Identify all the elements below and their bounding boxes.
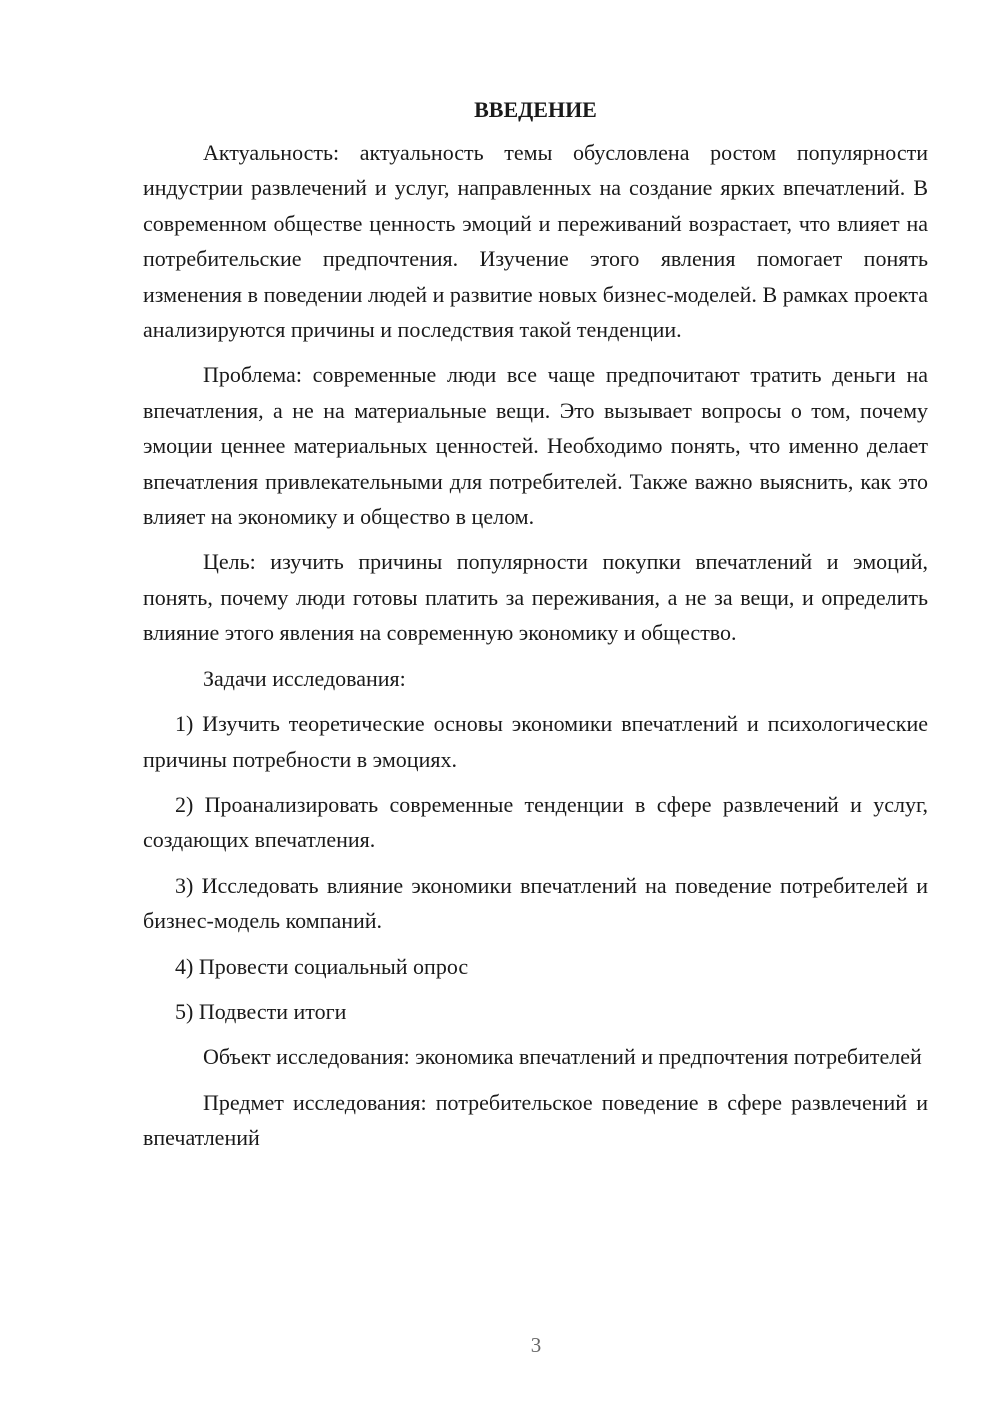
document-page bbox=[143, 95, 928, 1166]
task-item: 2) Проанализировать современные тенденции в сфере развлечений и услуг, создающих впечатления. bbox=[143, 791, 928, 853]
task-item: 1) Изучить теоретические основы экономики впечатлений и психологические причины потребности в эмоциях. bbox=[143, 711, 928, 772]
goal-paragraph: Цель: изучить причины популярности покупки впечатлений и эмоций, понять, почему люди готовы платить за переживания, а не за вещи, и определить влияние этого явления на современную экономику и общество. bbox=[143, 549, 928, 646]
problem-paragraph: Проблема: современные люди все чаще предпочитают тратить деньги на впечатления, а не на материальные вещи. Это вызывает вопросы о том, почему эмоции ценнее материальных ценностей. Необходимо понять, что именно делает впечатления привлекательными для потребителей. Также важно выяснить, как это влияет на экономику и общество в целом. bbox=[143, 362, 928, 530]
task-item: 4) Провести социальный опрос bbox=[175, 953, 469, 979]
tasks-intro: Задачи исследования: bbox=[203, 665, 406, 691]
page-number: 3 bbox=[530, 1333, 542, 1357]
relevance-paragraph: Актуальность: актуальность темы обусловлена ростом популярности индустрии развлечений и услуг, направленных на создание ярких впечатлений. В современном обществе ценность эмоций и переживаний возрастает, что влияет на потребительские предпочтения. Изучение этого явления помогает понять изменения в поведении людей и развитие новых бизнес-моделей. В рамках проекта анализируются причины и последствия такой тенденции. bbox=[143, 140, 928, 343]
section-heading: ВВЕДЕНИЕ bbox=[474, 97, 597, 122]
research-subject-paragraph: Предмет исследования: потребительское поведение в сфере развлечений и впечатлений bbox=[143, 1089, 928, 1151]
task-item: 5) Подвести итоги bbox=[175, 998, 347, 1024]
task-item: 3) Исследовать влияние экономики впечатлений на поведение потребителей и бизнес-модель компаний. bbox=[143, 872, 928, 934]
research-object-paragraph: Объект исследования: экономика впечатлений и предпочтения потребителей bbox=[203, 1044, 922, 1070]
